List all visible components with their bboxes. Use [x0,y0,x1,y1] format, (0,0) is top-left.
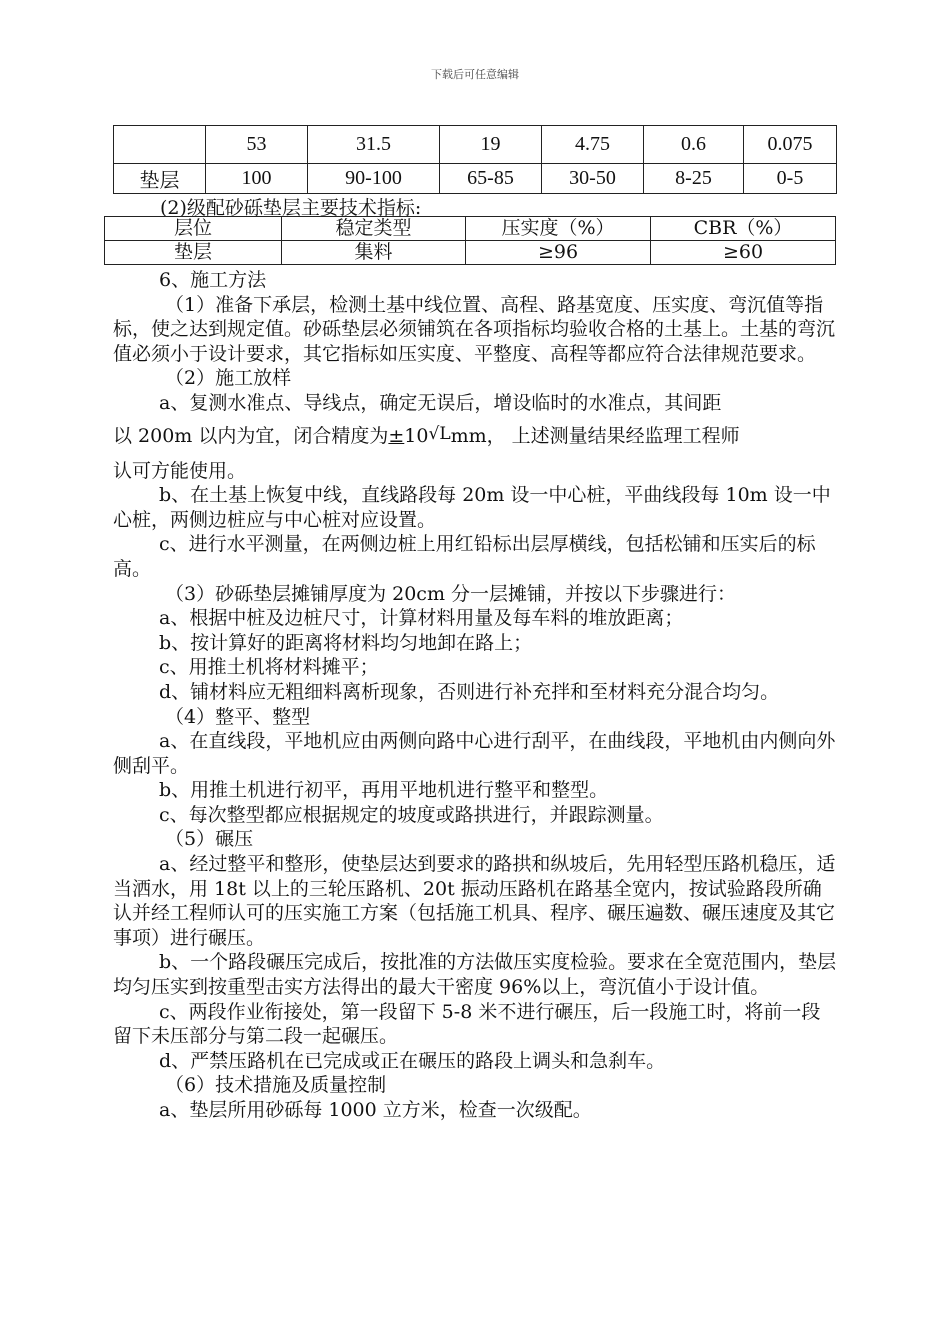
text-run: 10 [404,424,429,447]
paragraph: a、根据中桩及边桩尺寸，计算材料用量及每车料的堆放距离； [159,607,684,630]
table-cell: ≥60 [651,241,836,265]
table-cell: 90-100 [308,164,440,194]
table-cell: 31.5 [308,126,440,164]
document-body [113,268,837,1123]
text-run: mm， 上述测量结果经监理工程师 [450,424,740,447]
table-cell: 8-25 [644,164,744,194]
subsection-heading: （5）碾压 [165,828,254,851]
paragraph: b、按计算好的距离将材料均匀地卸在路上； [159,631,533,654]
paragraph: （1）准备下承层，检测土基中线位置、高程、路基宽度、压实度、弯沉值等指标，使之达到规定值。砂砾垫层必须铺筑在各项指标均验收合格的土基上。土基的弯沉值必须小于设计要求，其它指标如压实度、平整度、高程等都应符合法律规范要求。 [113,293,836,365]
table-cell [114,126,206,164]
page-header: 下载后可任意编辑 [431,68,519,81]
section-heading: 6、施工方法 [159,269,267,291]
paragraph: c、进行水平测量，在两侧边桩上用红铅标出层厚横线，包括松铺和压实后的标高。 [113,533,816,580]
table-cell: 100 [206,164,308,194]
gradation-table [113,125,837,194]
table-row [114,164,837,194]
subsection-heading: （3）砂砾垫层摊铺厚度为 20cm 分一层摊铺，并按以下步骤进行： [165,582,737,605]
paragraph: c、两段作业衔接处，第一段留下 5-8 米不进行碾压，后一段施工时，将前一段留下未压部分与第二段一起碾压。 [113,1000,821,1048]
table-cell: 垫层 [105,241,282,265]
paragraph: b、用推土机进行初平，再用平地机进行整平和整型。 [159,779,609,802]
table-cell: 53 [206,126,308,164]
sqrt-formula: √L [428,423,451,444]
table-cell: 4.75 [542,126,644,164]
paragraph: b、在土基上恢复中线，直线路段每 20m 设一中心桩，平曲线段每 10m 设一中心桩，两侧边桩应与中心桩对应设置。 [113,484,831,531]
table-cell: 0.6 [644,126,744,164]
paragraph: c、用推土机将材料摊平； [159,656,379,679]
table-cell: 0.075 [744,126,837,164]
table-cell: 19 [440,126,542,164]
tech-table-caption: (2)级配砂砾垫层主要技术指标: [160,197,422,219]
paragraph: d、严禁压路机在已完成或正在碾压的路段上调头和急刹车。 [159,1049,666,1072]
paragraph: a、垫层所用砂砾每 1000 立方米，检查一次级配。 [159,1099,592,1121]
table-cell: 0-5 [744,164,837,194]
paragraph [113,416,837,457]
paragraph: 认可方能使用。 [113,459,247,482]
paragraph: b、一个路段碾压完成后，按批准的方法做压实度检验。要求在全宽范围内，垫层均匀压实到按重型击实方法得出的最大干密度 96%以上，弯沉值小于设计值。 [113,951,837,999]
plus-minus-sign: ± [388,424,405,447]
paragraph: d、铺材料应无粗细料离析现象，否则进行补充拌和至材料充分混合均匀。 [159,680,780,703]
subsection-heading: （6）技术措施及质量控制 [165,1074,387,1097]
column-header: 稳定类型 [282,217,466,241]
tech-index-table [104,216,836,265]
paragraph: a、在直线段，平地机应由两侧向路中心进行刮平，在曲线段，平地机由内侧向外侧刮平。 [113,730,836,777]
paragraph: c、每次整型都应根据规定的坡度或路拱进行，并跟踪测量。 [159,803,664,826]
paragraph: a、复测水准点、导线点，确定无误后，增设临时的水准点，其间距 [159,391,722,414]
text-run: 以 200m 以内为宜，闭合精度为 [113,424,389,447]
table-cell: 垫层 [114,164,206,194]
column-header: CBR（%） [651,217,836,241]
column-header: 压实度（%） [466,217,651,241]
table-cell: 30-50 [542,164,644,194]
paragraph: a、经过整平和整形，使垫层达到要求的路拱和纵坡后，先用轻型压路机稳压，适当洒水，用 18t 以上的三轮压路机、20t 振动压路机在路基全宽内，按试验路段所确认并经工程师认可的压实施工方案（包括施工机具、程序、碾压遍数、碾压速度及其它事项）进行碾压。 [113,853,836,949]
table-cell: 65-85 [440,164,542,194]
table-cell: ≥96 [466,241,651,265]
table-header-row [105,217,836,241]
table-cell: 集料 [282,241,466,265]
table-row [105,241,836,265]
column-header: 层位 [105,217,282,241]
subsection-heading: （2）施工放样 [165,367,292,390]
table-row [114,126,837,164]
subsection-heading: （4）整平、整型 [165,705,311,728]
